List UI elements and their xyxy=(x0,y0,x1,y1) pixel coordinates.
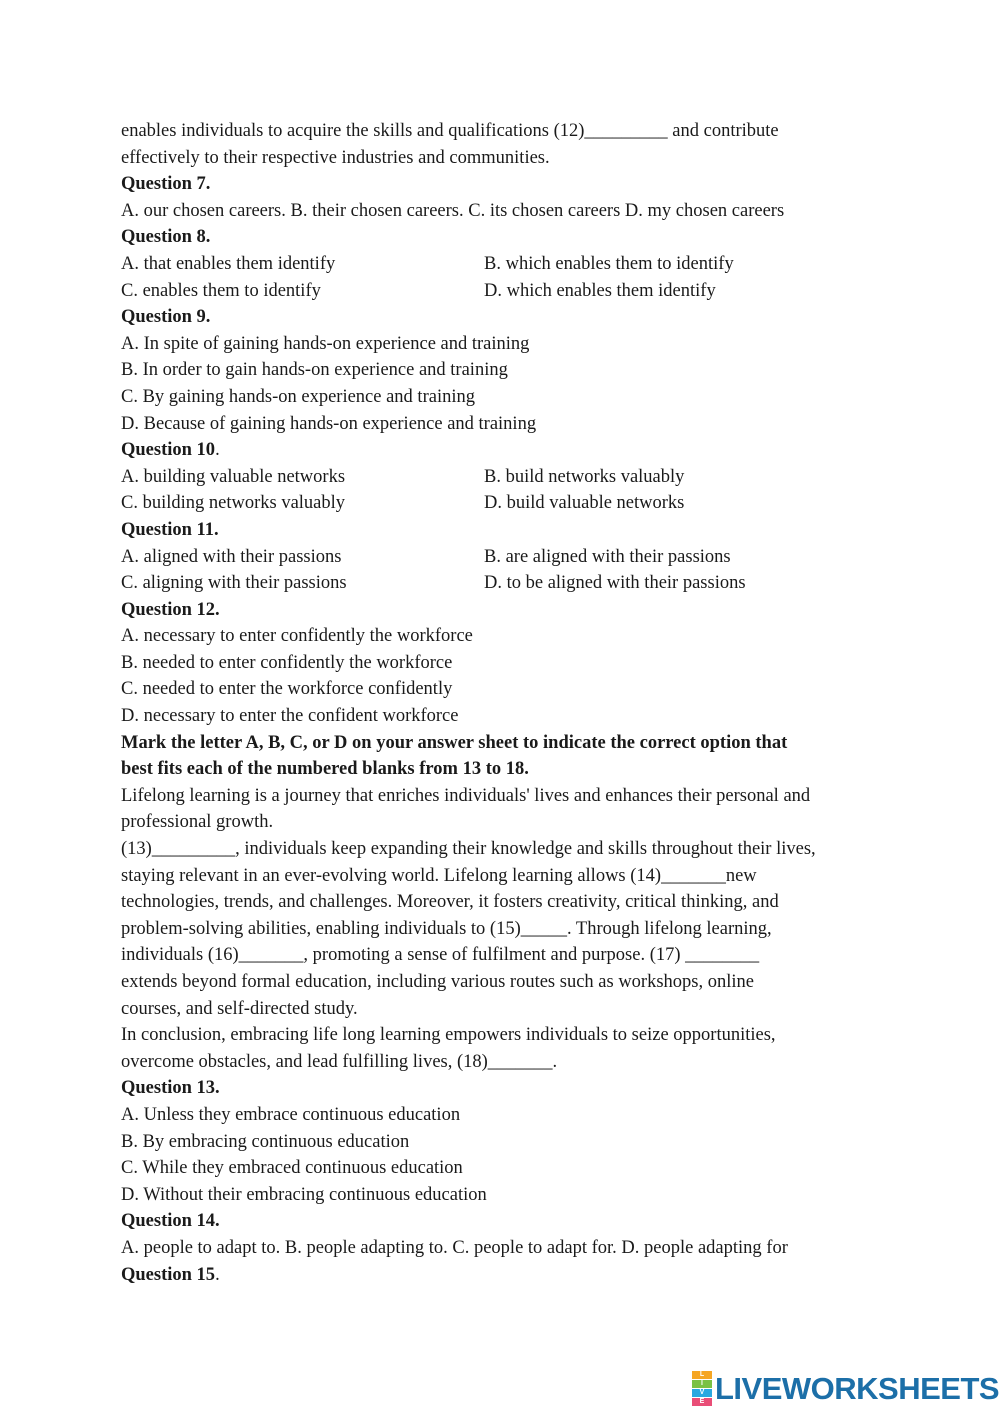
worksheet-page xyxy=(121,118,891,1288)
liveworksheets-logo[interactable] xyxy=(692,1371,999,1407)
logo-mark-block: I xyxy=(692,1380,712,1388)
question-14-title: Question 14. xyxy=(121,1211,220,1232)
question-8-option-c[interactable]: C. enables them to identify xyxy=(121,280,321,301)
passage-line: courses, and self-directed study. xyxy=(121,998,358,1019)
question-10-option-c[interactable]: C. building networks valuably xyxy=(121,493,346,514)
question-8-option-d[interactable]: D. which enables them identify xyxy=(484,280,716,301)
logo-mark-block: L xyxy=(692,1371,712,1379)
passage-line: extends beyond formal education, including various routes such as workshops, online xyxy=(121,972,754,992)
question-9-option-a[interactable]: A. In spite of gaining hands-on experience and training xyxy=(121,333,530,354)
question-13-title: Question 13. xyxy=(121,1078,220,1099)
question-15-title: Question 15 xyxy=(121,1264,216,1285)
question-10-title: Question 10 xyxy=(121,440,216,461)
passage-line: professional growth. xyxy=(121,812,274,833)
question-14-options[interactable]: A. people to adapt to. B. people adapting to. C. people to adapt for. D. people adapting for xyxy=(121,1237,788,1258)
question-13-option-d[interactable]: D. Without their embracing continuous education xyxy=(121,1184,487,1205)
question-11-option-b[interactable]: B. are aligned with their passions xyxy=(484,546,731,567)
question-9-option-b[interactable]: B. In order to gain hands-on experience and training xyxy=(121,360,508,381)
question-15-title-dot: . xyxy=(215,1264,220,1285)
question-8-title: Question 8. xyxy=(121,227,211,248)
question-8-option-b[interactable]: B. which enables them to identify xyxy=(484,253,734,274)
question-12-option-c[interactable]: C. needed to enter the workforce confidently xyxy=(121,679,453,700)
question-8-option-a[interactable]: A. that enables them identify xyxy=(121,253,336,274)
question-12-option-a[interactable]: A. necessary to enter confidently the workforce xyxy=(121,626,473,647)
question-12-title: Question 12. xyxy=(121,599,220,620)
question-10-heading xyxy=(121,437,891,464)
question-10-option-d[interactable]: D. build valuable networks xyxy=(484,493,685,514)
passage-line: Lifelong learning is a journey that enriches individuals' lives and enhances their personal and xyxy=(121,785,811,806)
question-10-option-a[interactable]: A. building valuable networks xyxy=(121,466,346,487)
passage-line: staying relevant in an ever-evolving world. Lifelong learning allows (14)_______new xyxy=(121,865,757,886)
logo-text: LIVEWORKSHEETS xyxy=(715,1371,1000,1406)
question-11-title: Question 11. xyxy=(121,519,219,540)
logo-mark-block: E xyxy=(692,1398,712,1406)
question-7-options[interactable]: A. our chosen careers. B. their chosen careers. C. its chosen careers D. my chosen careers xyxy=(121,200,785,221)
logo-mark-icon xyxy=(692,1371,712,1407)
question-9-title: Question 9. xyxy=(121,307,211,328)
passage-line: In conclusion, embracing life long learning empowers individuals to seize opportunities, xyxy=(121,1025,776,1046)
question-7-title: Question 7. xyxy=(121,174,211,195)
question-13-option-a[interactable]: A. Unless they embrace continuous education xyxy=(121,1104,461,1125)
passage-line: (13)_________, individuals keep expanding their knowledge and skills throughout their lives, xyxy=(121,839,816,860)
question-13-option-b[interactable]: B. By embracing continuous education xyxy=(121,1131,410,1152)
instruction-line: best fits each of the numbered blanks from 13 to 18. xyxy=(121,759,529,780)
instruction-line: Mark the letter A, B, C, or D on your answer sheet to indicate the correct option that xyxy=(121,732,788,753)
passage-line: individuals (16)_______, promoting a sense of fulfilment and purpose. (17) ________ xyxy=(121,945,760,966)
passage-continuation: effectively to their respective industries and communities. xyxy=(121,147,550,168)
question-15-heading xyxy=(121,1262,891,1289)
passage-line: overcome obstacles, and lead fulfilling lives, (18)_______. xyxy=(121,1051,558,1072)
question-13-option-c[interactable]: C. While they embraced continuous education xyxy=(121,1158,463,1179)
question-12-option-b[interactable]: B. needed to enter confidently the workforce xyxy=(121,652,453,673)
passage-continuation: enables individuals to acquire the skills and qualifications (12)_________ and contribute xyxy=(121,121,779,141)
question-9-option-c[interactable]: C. By gaining hands-on experience and training xyxy=(121,386,475,407)
passage-line: technologies, trends, and challenges. Moreover, it fosters creativity, critical thinking, and xyxy=(121,892,779,913)
logo-mark-block: V xyxy=(692,1389,712,1397)
question-12-option-d[interactable]: D. necessary to enter the confident workforce xyxy=(121,706,459,727)
passage-line: problem-solving abilities, enabling individuals to (15)_____. Through lifelong learning, xyxy=(121,918,772,939)
question-11-option-a[interactable]: A. aligned with their passions xyxy=(121,546,342,567)
question-10-option-b[interactable]: B. build networks valuably xyxy=(484,466,685,487)
question-11-option-d[interactable]: D. to be aligned with their passions xyxy=(484,573,746,594)
question-10-title-dot: . xyxy=(215,440,220,461)
question-9-option-d[interactable]: D. Because of gaining hands-on experience and training xyxy=(121,413,537,434)
question-11-option-c[interactable]: C. aligning with their passions xyxy=(121,573,347,594)
